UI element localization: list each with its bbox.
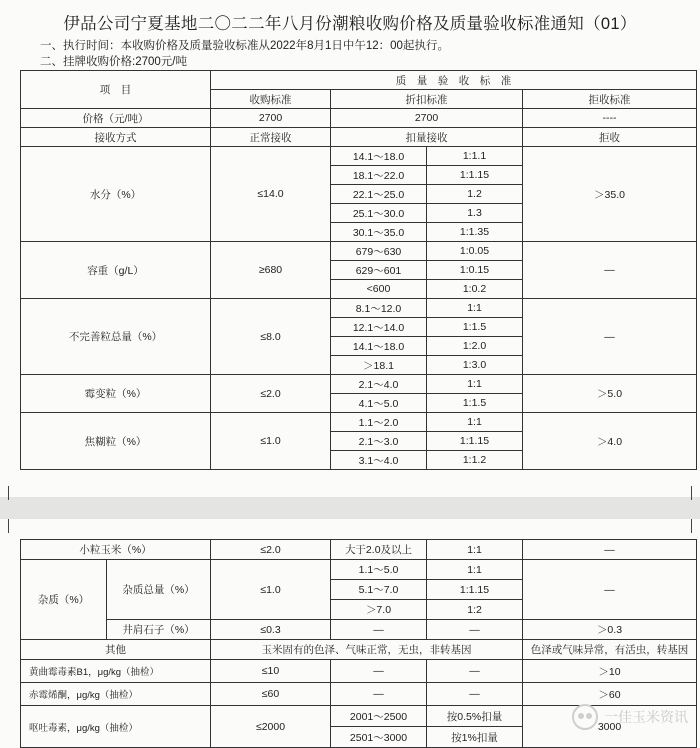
watermark bbox=[572, 704, 688, 730]
aflatoxin-reject: ＞10 bbox=[523, 660, 697, 683]
density-range: 629～601 bbox=[331, 261, 427, 280]
moisture-ratio: 1:1.15 bbox=[427, 166, 523, 185]
vomitoxin-reject: 3000 bbox=[523, 706, 697, 748]
small-corn-standard: ≤2.0 bbox=[211, 540, 331, 560]
mildew-ratio: 1:1 bbox=[427, 375, 523, 394]
moisture-ratio: 1.2 bbox=[427, 185, 523, 204]
vomitoxin-standard: ≤2000 bbox=[211, 706, 331, 748]
moisture-range: 22.1～25.0 bbox=[331, 185, 427, 204]
zearalenone-label: 赤霉烯酮，μg/kg（抽检） bbox=[21, 683, 211, 706]
scorched-range: 3.1～4.0 bbox=[331, 451, 427, 470]
imperfect-range: 12.1～14.0 bbox=[331, 318, 427, 337]
impurity-total-standard: ≤1.0 bbox=[211, 560, 331, 620]
crop-mark bbox=[8, 486, 9, 500]
wechat-icon bbox=[572, 704, 598, 730]
moisture-ratio: 1.3 bbox=[427, 204, 523, 223]
density-range: 679～630 bbox=[331, 242, 427, 261]
vomitoxin-range: 2501～3000 bbox=[331, 727, 427, 748]
impurity-range: 5.1～7.0 bbox=[331, 580, 427, 600]
zearalenone-ratio: — bbox=[427, 683, 523, 706]
impurity-total-reject: — bbox=[523, 560, 697, 620]
impurity-total-label: 杂质总量（%） bbox=[107, 560, 211, 620]
imperfect-reject: — bbox=[523, 299, 697, 375]
crop-mark bbox=[691, 519, 692, 533]
header-quality: 质 量 验 收 标 准 bbox=[211, 71, 697, 90]
impurity-label: 杂质（%） bbox=[21, 560, 107, 640]
moisture-range: 14.1～18.0 bbox=[331, 147, 427, 166]
moisture-ratio: 1:1.1 bbox=[427, 147, 523, 166]
scorched-ratio: 1:1 bbox=[427, 413, 523, 432]
small-corn-ratio: 1:1 bbox=[427, 540, 523, 560]
density-standard: ≥680 bbox=[211, 242, 331, 299]
imperfect-ratio: 1:1 bbox=[427, 299, 523, 318]
zearalenone-standard: ≤60 bbox=[211, 683, 331, 706]
quality-standard-table bbox=[20, 70, 697, 470]
impurity-range: 1.1～5.0 bbox=[331, 560, 427, 580]
density-ratio: 1:0.2 bbox=[427, 280, 523, 299]
imperfect-standard: ≤8.0 bbox=[211, 299, 331, 375]
method-discount: 扣量接收 bbox=[331, 128, 523, 147]
header-reject: 拒收标准 bbox=[523, 90, 697, 109]
zearalenone-reject: ＞60 bbox=[523, 683, 697, 706]
scorched-range: 1.1～2.0 bbox=[331, 413, 427, 432]
imperfect-ratio: 1:3.0 bbox=[427, 356, 523, 375]
vomitoxin-range: 2001～2500 bbox=[331, 706, 427, 727]
page-title: 伊品公司宁夏基地二〇二二年八月份潮粮收购价格及质量验收标准通知（01） bbox=[63, 15, 637, 33]
scorched-ratio: 1:1.15 bbox=[427, 432, 523, 451]
impurity-ratio: 1:1 bbox=[427, 560, 523, 580]
moisture-range: 25.1～30.0 bbox=[331, 204, 427, 223]
stones-ratio: — bbox=[427, 620, 523, 640]
aflatoxin-standard: ≤10 bbox=[211, 660, 331, 683]
vomitoxin-ratio: 按0.5%扣量 bbox=[427, 706, 523, 727]
impurity-range: ＞7.0 bbox=[331, 600, 427, 620]
price-discount: 2700 bbox=[331, 109, 523, 128]
vomitoxin-ratio: 按1%扣量 bbox=[427, 727, 523, 748]
mildew-range: 2.1～4.0 bbox=[331, 375, 427, 394]
header-item: 项 目 bbox=[21, 71, 211, 109]
small-corn-range: 大于2.0及以上 bbox=[331, 540, 427, 560]
watermark-text: 一佳玉米资讯 bbox=[604, 709, 688, 725]
price-standard: 2700 bbox=[211, 109, 331, 128]
aflatoxin-label: 黄曲霉毒素B1，μg/kg（抽检） bbox=[21, 660, 211, 683]
imperfect-ratio: 1:2.0 bbox=[427, 337, 523, 356]
others-reject: 色泽或气味异常，有活虫，转基因 bbox=[523, 640, 697, 660]
header-discount: 折扣标准 bbox=[331, 90, 523, 109]
moisture-range: 30.1～35.0 bbox=[331, 223, 427, 242]
imperfect-range: 14.1～18.0 bbox=[331, 337, 427, 356]
impurity-ratio: 1:1.15 bbox=[427, 580, 523, 600]
density-ratio: 1:0.05 bbox=[427, 242, 523, 261]
density-range: <600 bbox=[331, 280, 427, 299]
scorched-range: 2.1～3.0 bbox=[331, 432, 427, 451]
moisture-standard: ≤14.0 bbox=[211, 147, 331, 242]
method-reject: 拒收 bbox=[523, 128, 697, 147]
small-corn-reject: — bbox=[523, 540, 697, 560]
crop-mark bbox=[691, 486, 692, 500]
impurity-ratio: 1:2 bbox=[427, 600, 523, 620]
small-corn-label: 小粒玉米（%） bbox=[21, 540, 211, 560]
crop-mark bbox=[8, 519, 9, 533]
scorched-reject: ＞4.0 bbox=[523, 413, 697, 470]
page-gap bbox=[0, 497, 700, 519]
stones-label: 井肩石子（%） bbox=[107, 620, 211, 640]
imperfect-ratio: 1:1.5 bbox=[427, 318, 523, 337]
zearalenone-range: — bbox=[331, 683, 427, 706]
imperfect-range: ＞18.1 bbox=[331, 356, 427, 375]
stones-reject: ＞0.3 bbox=[523, 620, 697, 640]
price-label: 价格（元/吨） bbox=[21, 109, 211, 128]
mildew-standard: ≤2.0 bbox=[211, 375, 331, 413]
scorched-label: 焦糊粒（%） bbox=[21, 413, 211, 470]
others-label: 其他 bbox=[21, 640, 211, 660]
vomitoxin-label: 呕吐毒素，μg/kg（抽检） bbox=[21, 706, 211, 748]
method-label: 接收方式 bbox=[21, 128, 211, 147]
imperfect-range: 8.1～12.0 bbox=[331, 299, 427, 318]
moisture-label: 水分（%） bbox=[21, 147, 211, 242]
stones-range: — bbox=[331, 620, 427, 640]
density-label: 容重（g/L） bbox=[21, 242, 211, 299]
moisture-ratio: 1:1.35 bbox=[427, 223, 523, 242]
method-standard: 正常接收 bbox=[211, 128, 331, 147]
scorched-ratio: 1:1.2 bbox=[427, 451, 523, 470]
others-standard: 玉米固有的色泽、气味正常，无虫，非转基因 bbox=[211, 640, 523, 660]
imperfect-label: 不完善粒总量（%） bbox=[21, 299, 211, 375]
mildew-range: 4.1～5.0 bbox=[331, 394, 427, 413]
price-reject: ---- bbox=[523, 109, 697, 128]
mildew-label: 霉变粒（%） bbox=[21, 375, 211, 413]
stones-standard: ≤0.3 bbox=[211, 620, 331, 640]
aflatoxin-range: — bbox=[331, 660, 427, 683]
header-standard: 收购标准 bbox=[211, 90, 331, 109]
mildew-ratio: 1:1.5 bbox=[427, 394, 523, 413]
execution-time-line: 一、执行时间：本收购价格及质量验收标准从2022年8月1日中午12：00起执行。 bbox=[40, 40, 449, 52]
moisture-range: 18.1～22.0 bbox=[331, 166, 427, 185]
density-ratio: 1:0.15 bbox=[427, 261, 523, 280]
aflatoxin-ratio: — bbox=[427, 660, 523, 683]
scorched-standard: ≤1.0 bbox=[211, 413, 331, 470]
density-reject: — bbox=[523, 242, 697, 299]
mildew-reject: ＞5.0 bbox=[523, 375, 697, 413]
moisture-reject: ＞35.0 bbox=[523, 147, 697, 242]
listed-price-line: 二、挂牌收购价格:2700元/吨 bbox=[40, 56, 187, 68]
